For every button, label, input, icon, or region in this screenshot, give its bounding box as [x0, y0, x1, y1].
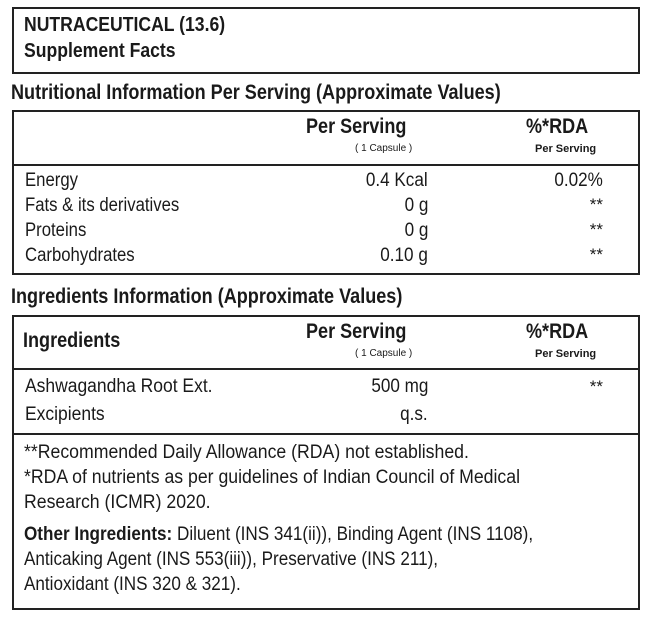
- nutrient-serving: 0.4 Kcal: [366, 170, 428, 191]
- nutrient-serving: 0 g: [404, 195, 428, 216]
- nutrient-name: Carbohydrates: [25, 245, 135, 266]
- other-ingredients-line2: Anticaking Agent (INS 553(iii)), Preservative (INS 211),: [24, 549, 439, 570]
- nutrient-rda: **: [589, 220, 603, 239]
- nutrient-rda: **: [589, 195, 603, 214]
- nutrient-serving: 0 g: [404, 220, 428, 241]
- ingredient-serving: q.s.: [400, 404, 428, 425]
- icmr-note-line1: *RDA of nutrients as per guidelines of Indian Council of Medical: [24, 467, 521, 488]
- nutrient-name: Fats & its derivatives: [25, 195, 180, 216]
- rda-note: **Recommended Daily Allowance (RDA) not established.: [24, 442, 469, 463]
- nutrition-header-divider: [12, 164, 640, 166]
- ingredient-name: Ashwagandha Root Ext.: [25, 376, 213, 397]
- product-name: NUTRACEUTICAL (13.6): [24, 14, 226, 36]
- ingredients-col-rda-sub: Per Serving: [535, 348, 597, 360]
- other-ingredients-label: Other Ingredients:: [24, 524, 173, 545]
- ingredients-col-serving: Per Serving: [306, 320, 407, 343]
- nutrition-col-serving: Per Serving: [306, 115, 407, 138]
- notes-divider: [12, 433, 640, 435]
- other-ingredients-line1: [24, 524, 533, 546]
- ingredients-header-divider: [12, 368, 640, 370]
- icmr-note-line2: Research (ICMR) 2020.: [24, 492, 211, 513]
- ingredient-name: Excipients: [25, 404, 105, 425]
- other-ingredients-text1: Diluent (INS 341(ii)), Binding Agent (INS 1108),: [172, 524, 534, 545]
- nutrition-col-rda-sub: Per Serving: [535, 143, 597, 155]
- nutrient-name: Energy: [25, 170, 78, 191]
- ingredients-col-name: Ingredients: [23, 329, 121, 352]
- ingredient-serving: 500 mg: [370, 376, 428, 397]
- nutrient-name: Proteins: [25, 220, 87, 241]
- nutrition-col-rda: %*RDA: [526, 115, 589, 138]
- nutrition-col-serving-sub: ( 1 Capsule ): [355, 143, 413, 154]
- ingredients-col-serving-sub: ( 1 Capsule ): [355, 348, 413, 359]
- nutrient-rda: 0.02%: [554, 170, 603, 191]
- ingredient-rda: **: [589, 377, 603, 396]
- supplement-facts-title: Supplement Facts: [24, 40, 176, 62]
- other-ingredients-line3: Antioxidant (INS 320 & 321).: [24, 574, 241, 595]
- nutrient-serving: 0.10 g: [380, 245, 428, 266]
- ingredients-col-rda: %*RDA: [526, 320, 589, 343]
- ingredients-section-title: Ingredients Information (Approximate Values): [11, 285, 403, 308]
- nutrition-section-title: Nutritional Information Per Serving (Approximate Values): [11, 81, 501, 104]
- nutrient-rda: **: [589, 245, 603, 264]
